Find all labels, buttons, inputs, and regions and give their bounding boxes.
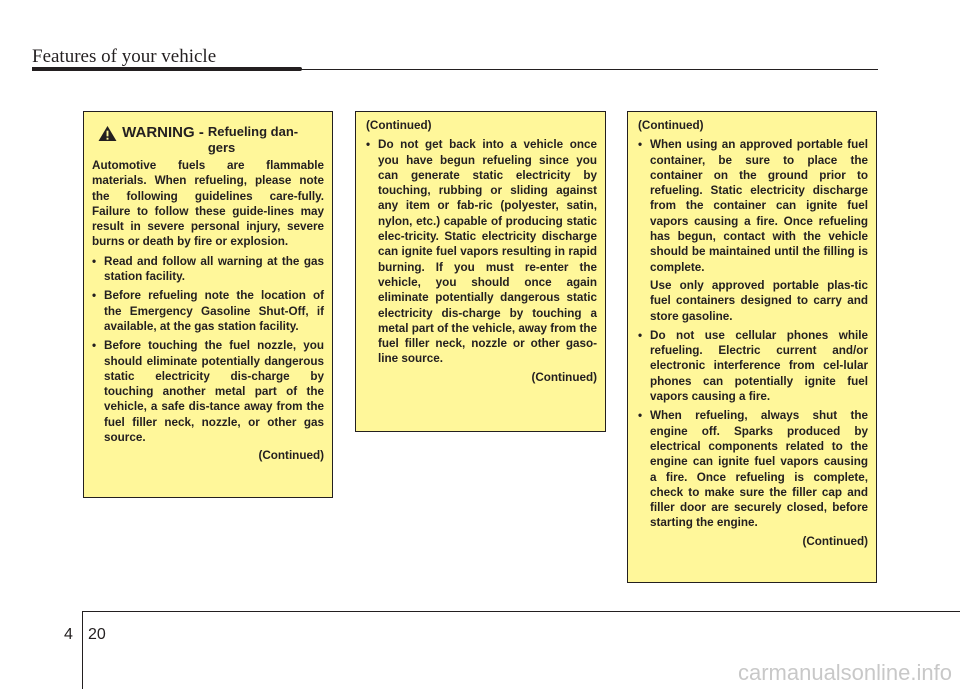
bullet-dot: • (366, 138, 371, 152)
header-bar (32, 67, 302, 71)
bullet-text: Read and follow all warning at the gas station facility. (104, 254, 324, 284)
bullet-dot: • (638, 138, 643, 152)
bullet-item (638, 137, 868, 275)
bullet-text: When using an approved portable fuel container, be sure to place the container on the ground prior to refueling. Static electricity discharge from the container can ignite fuel vapors causing a fire. Once refueling has begun, contact with the vehicle should be maintained until the filling is complete. (650, 138, 868, 274)
bullet-item (638, 328, 868, 404)
bullet-item (638, 408, 868, 530)
warning-box-3 (627, 111, 877, 583)
bullet-text: Do not use cellular phones while refueling. Electric current and/or electronic interference from cel-lular phones can potentially ignite fuel vapors causing a fire. (650, 328, 868, 404)
continued-top-label: (Continued) (638, 119, 704, 132)
bullet-item (92, 338, 324, 445)
bullet-dot: • (92, 339, 97, 353)
bullet-item (92, 254, 324, 285)
warning-box-1 (83, 111, 333, 498)
footer-divider (82, 611, 83, 689)
warning-word: WARNING - (122, 124, 204, 141)
warning-intro: Automotive fuels are flammable materials. When refueling, please note the following guidelines care-fully. Failure to follow these guide-lines may result in severe personal injury, severe burns or death by fire or explosion. (92, 159, 324, 249)
bullet-dot: • (92, 254, 97, 268)
warning-title: Refueling dan-gers (207, 124, 299, 155)
bullet-item (92, 288, 324, 334)
watermark: carmanualsonline.info (737, 660, 952, 685)
chapter-number: 4 (64, 626, 73, 643)
continued-label: (Continued) (531, 370, 597, 384)
bullet-dot: • (92, 289, 97, 303)
warning-triangle-icon (98, 125, 117, 142)
bullet-dot: • (638, 409, 643, 423)
header-rule (300, 69, 878, 70)
bullet-dot: • (638, 328, 643, 342)
bullet-text: Before refueling note the location of the Emergency Gasoline Shut-Off, if available, at the gas station facility. (104, 289, 324, 333)
bullet-text: Do not get back into a vehicle once you have begun refueling since you can generate static electricity by touching, rubbing or sliding against any item or fab-ric (polyester, satin, nylon, etc.) capable of producing static elec-tricity. Static electricity discharge can ignite fuel vapors resulting in rapid burning. If you must re-enter the vehicle, you should once again eliminate potentially dangerous static electricity dis-charge by touching a metal part of the vehicle, away from the fuel filler neck, nozzle or other gaso-line source. (378, 138, 597, 366)
bullet-text: Before touching the fuel nozzle, you should eliminate potentially dangerous static electricity dis-charge by touching another metal part of the vehicle, a safe dis-tance away from the fuel filler neck, nozzle, or other gas source. (104, 339, 324, 445)
bullet-text: When refueling, always shut the engine off. Sparks produced by electrical components related to the engine can ignite fuel vapors causing a fire. Once refueling is complete, check to make sure the filler cap and filler door are securely closed, before starting the engine. (650, 409, 868, 530)
bullet-item (366, 137, 597, 366)
footer-rule (82, 611, 960, 612)
continued-top-label: (Continued) (366, 119, 432, 132)
bullet-continuation: Use only approved portable plas-tic fuel containers designed to carry and store gasoline. (650, 278, 868, 323)
warning-box-2 (355, 111, 606, 432)
warning-heading (92, 124, 324, 155)
page-header-title: Features of your vehicle (32, 46, 217, 67)
continued-label: (Continued) (802, 534, 868, 548)
continued-label: (Continued) (258, 449, 324, 463)
page-number: 20 (88, 626, 106, 643)
